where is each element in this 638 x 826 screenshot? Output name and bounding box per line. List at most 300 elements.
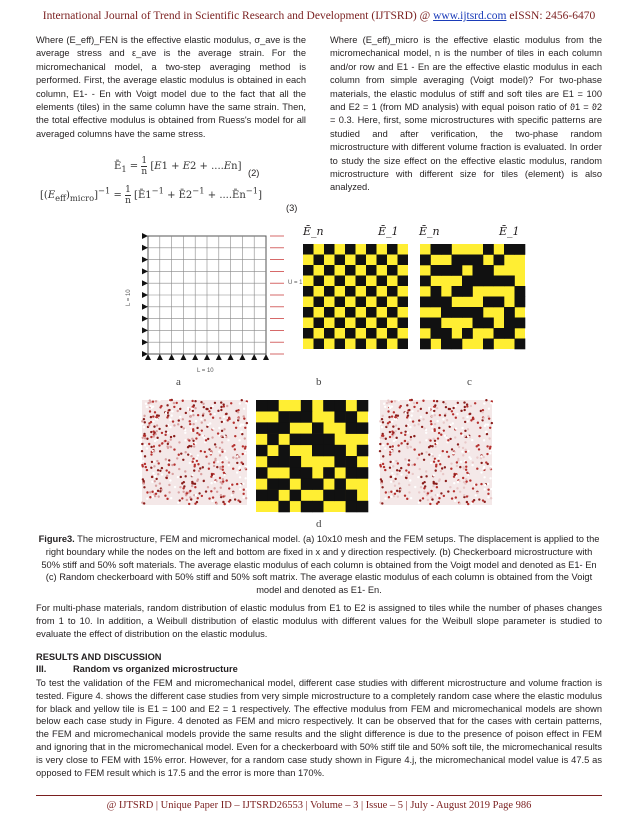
- black-tile: [290, 411, 302, 423]
- atom: [450, 468, 452, 470]
- atom: [241, 433, 243, 435]
- atom: [196, 432, 198, 434]
- atom: [431, 425, 433, 427]
- atom: [413, 463, 415, 465]
- atom: [236, 462, 238, 464]
- atom: [168, 459, 170, 461]
- black-tile: [504, 318, 515, 329]
- atom: [245, 402, 247, 404]
- atom: [210, 490, 212, 492]
- black-tile: [256, 467, 268, 479]
- atom: [462, 417, 464, 419]
- atom: [379, 443, 381, 445]
- caption-text: The microstructure, FEM and micromechanical model. (a) 10x10 mesh and the FEM setups. The displacement is applied to the right boundary while the nodes on the left and bottom are fixed in x and y direction respectively. (b) Checkerboard microstructure with 50% stiff and 50% soft materials. The average elastic modulus of each column is obtained from the Voigt model and denoted as E1- En (c) Random checkerboard with 50% stiff and 50% soft matrix. The average elastic modulus of each column is obtained from the Voigt model and denoted as E1- En.: [41, 534, 600, 596]
- black-tile: [431, 265, 442, 276]
- atom: [437, 501, 439, 503]
- black-tile: [314, 318, 325, 329]
- atom: [201, 421, 203, 423]
- black-tile: [420, 318, 431, 329]
- atom: [391, 400, 393, 402]
- atom: [442, 418, 444, 420]
- black-tile: [314, 339, 325, 350]
- journal-link[interactable]: www.ijtsrd.com: [433, 10, 507, 22]
- atom: [221, 421, 223, 423]
- atom: [400, 473, 402, 475]
- atom: [449, 424, 451, 426]
- atom: [207, 438, 209, 440]
- atom: [393, 411, 395, 413]
- fixed-support: [142, 339, 148, 345]
- atom: [158, 495, 160, 497]
- black-tile: [431, 244, 442, 255]
- atom: [216, 491, 218, 493]
- atom: [398, 482, 400, 484]
- atom: [430, 420, 432, 422]
- fixed-support: [142, 304, 148, 310]
- atom: [236, 471, 238, 473]
- atom: [404, 458, 406, 460]
- atom: [389, 446, 391, 448]
- atom: [438, 432, 440, 434]
- atom: [451, 497, 453, 499]
- atom: [397, 462, 399, 464]
- atom: [440, 433, 442, 435]
- atom: [217, 461, 219, 463]
- atom: [412, 420, 414, 422]
- black-tile: [452, 339, 463, 350]
- atom: [221, 461, 223, 463]
- atom: [179, 416, 181, 418]
- atom: [408, 459, 410, 461]
- fixed-support: [192, 354, 198, 360]
- atom: [423, 481, 425, 483]
- atom: [488, 408, 490, 410]
- atom: [389, 407, 391, 409]
- atom: [443, 495, 445, 497]
- atom: [469, 413, 471, 415]
- atom: [212, 496, 214, 498]
- atom: [231, 484, 233, 486]
- atom: [222, 403, 224, 405]
- atom: [167, 414, 169, 416]
- atom: [436, 494, 438, 496]
- atom: [486, 445, 488, 447]
- atom: [469, 479, 471, 481]
- black-tile: [267, 490, 279, 502]
- atom: [429, 503, 431, 505]
- atom: [409, 438, 411, 440]
- atom: [486, 453, 488, 455]
- atom: [239, 484, 241, 486]
- black-tile: [256, 400, 268, 412]
- atom: [480, 483, 482, 485]
- black-tile: [473, 255, 484, 266]
- atom: [406, 443, 408, 445]
- atom: [167, 432, 169, 434]
- atom: [439, 414, 441, 416]
- black-tile: [323, 445, 335, 457]
- atom: [489, 427, 491, 429]
- atom: [190, 445, 192, 447]
- atom: [164, 434, 166, 436]
- atom: [386, 402, 388, 404]
- atom: [228, 487, 230, 489]
- fixed-support: [251, 354, 257, 360]
- fixed-support: [169, 354, 175, 360]
- atom: [182, 459, 184, 461]
- atom: [244, 467, 246, 469]
- atom: [461, 427, 463, 429]
- atom: [455, 427, 457, 429]
- black-tile: [515, 297, 526, 308]
- atom: [177, 501, 179, 503]
- atom: [453, 490, 455, 492]
- atom: [156, 424, 158, 426]
- atom: [479, 427, 481, 429]
- atom: [462, 447, 464, 449]
- atom: [222, 480, 224, 482]
- atom: [195, 420, 197, 422]
- journal-issn: eISSN: 2456-6470: [506, 10, 596, 22]
- atom: [396, 490, 398, 492]
- atom: [392, 465, 394, 467]
- atom: [451, 410, 453, 412]
- fixed-support: [263, 354, 269, 360]
- atom: [182, 418, 184, 420]
- atom: [178, 468, 180, 470]
- atom: [170, 436, 172, 438]
- atom: [485, 399, 487, 401]
- atom: [394, 493, 396, 495]
- atom: [146, 447, 148, 449]
- figure-3: [110, 222, 530, 528]
- atom: [154, 480, 156, 482]
- atom: [168, 409, 170, 411]
- black-tile: [303, 328, 314, 339]
- atom: [186, 499, 188, 501]
- atom: [433, 400, 435, 402]
- atom: [457, 459, 459, 461]
- black-tile: [387, 265, 398, 276]
- black-tile: [420, 339, 431, 350]
- atom: [442, 450, 444, 452]
- atom: [388, 416, 390, 418]
- fixed-support: [204, 354, 210, 360]
- atom: [465, 478, 467, 480]
- black-tile: [366, 244, 377, 255]
- black-tile: [462, 255, 473, 266]
- black-tile: [494, 255, 505, 266]
- atom: [149, 399, 151, 401]
- atom: [144, 435, 146, 437]
- atom: [390, 476, 392, 478]
- black-tile: [256, 422, 268, 434]
- black-tile: [267, 478, 279, 490]
- atom: [463, 494, 465, 496]
- e1-label-c: Ē_1: [499, 225, 520, 238]
- atom: [153, 460, 155, 462]
- atom: [395, 430, 397, 432]
- atom: [454, 500, 456, 502]
- atom: [227, 502, 229, 504]
- atom: [243, 415, 245, 417]
- atom: [385, 491, 387, 493]
- atom: [202, 466, 204, 468]
- atom: [179, 408, 181, 410]
- atom: [153, 425, 155, 427]
- atom: [452, 422, 454, 424]
- black-tile: [357, 501, 369, 513]
- atom: [146, 438, 148, 440]
- black-tile: [420, 297, 431, 308]
- atom: [143, 415, 145, 417]
- atom: [155, 485, 157, 487]
- atom: [458, 446, 460, 448]
- atom: [176, 410, 178, 412]
- fixed-support: [142, 327, 148, 333]
- atom: [190, 425, 192, 427]
- atom: [436, 420, 438, 422]
- atom: [422, 497, 424, 499]
- atom: [143, 486, 145, 488]
- atom: [196, 480, 198, 482]
- fixed-support: [142, 292, 148, 298]
- atom: [240, 431, 242, 433]
- atom: [443, 429, 445, 431]
- atom: [182, 400, 184, 402]
- atom: [192, 410, 194, 412]
- atom: [223, 428, 225, 430]
- atom: [472, 487, 474, 489]
- atom: [219, 467, 221, 469]
- atom: [413, 424, 415, 426]
- atom: [146, 497, 148, 499]
- atom: [190, 412, 192, 414]
- black-tile: [452, 265, 463, 276]
- black-tile: [345, 328, 356, 339]
- atom: [396, 469, 398, 471]
- atom: [460, 410, 462, 412]
- atom: [170, 497, 172, 499]
- atom: [420, 476, 422, 478]
- atom: [466, 472, 468, 474]
- atom: [207, 486, 209, 488]
- atom: [426, 412, 428, 414]
- black-tile: [483, 276, 494, 287]
- black-tile: [494, 328, 505, 339]
- atom: [208, 462, 210, 464]
- atom: [410, 497, 412, 499]
- atom: [395, 437, 397, 439]
- atom: [419, 499, 421, 501]
- atom: [152, 400, 154, 402]
- atom: [223, 503, 225, 505]
- atom: [194, 464, 196, 466]
- atom: [417, 410, 419, 412]
- atom: [487, 483, 489, 485]
- atom: [244, 447, 246, 449]
- black-tile: [398, 276, 409, 287]
- atom: [391, 420, 393, 422]
- atom: [187, 453, 189, 455]
- atom: [241, 399, 243, 401]
- black-tile: [377, 255, 388, 266]
- atom: [246, 422, 248, 424]
- atom: [180, 476, 182, 478]
- atom: [168, 471, 170, 473]
- fixed-support: [142, 233, 148, 239]
- atom: [144, 437, 146, 439]
- atom: [394, 416, 396, 418]
- black-tile: [324, 286, 335, 297]
- atom: [444, 466, 446, 468]
- atom: [187, 407, 189, 409]
- atom: [174, 486, 176, 488]
- atom: [150, 416, 152, 418]
- atom: [178, 441, 180, 443]
- atom: [143, 426, 145, 428]
- atom: [430, 496, 432, 498]
- atom: [425, 470, 427, 472]
- atom: [418, 491, 420, 493]
- atom: [200, 401, 202, 403]
- atom: [143, 418, 145, 420]
- atom: [476, 468, 478, 470]
- atom: [394, 485, 396, 487]
- atom: [171, 414, 173, 416]
- atom: [238, 417, 240, 419]
- figure-label-c: c: [467, 376, 472, 388]
- atom: [445, 480, 447, 482]
- atom: [434, 440, 436, 442]
- atom: [225, 413, 227, 415]
- atom: [396, 473, 398, 475]
- atom: [450, 462, 452, 464]
- atom: [390, 481, 392, 483]
- atom: [148, 443, 150, 445]
- equation-2: $Ē_1$ = $\frac{1}{n}$ [E1 + E2 + ....En]: [114, 156, 242, 177]
- atom: [161, 432, 163, 434]
- atom: [238, 439, 240, 441]
- atom: [489, 447, 491, 449]
- atom: [164, 495, 166, 497]
- atom: [204, 419, 206, 421]
- atom: [152, 430, 154, 432]
- atom: [161, 442, 163, 444]
- atom: [453, 482, 455, 484]
- atom: [220, 494, 222, 496]
- black-tile: [267, 456, 279, 468]
- atom: [389, 436, 391, 438]
- atom: [463, 435, 465, 437]
- atom: [210, 482, 212, 484]
- atom: [433, 410, 435, 412]
- atom: [444, 403, 446, 405]
- atom: [223, 416, 225, 418]
- atom: [408, 471, 410, 473]
- atom: [436, 400, 438, 402]
- atom: [477, 422, 479, 424]
- atom: [437, 437, 439, 439]
- atom: [184, 470, 186, 472]
- atom: [142, 437, 144, 439]
- caption-figure-number: Figure3.: [38, 534, 75, 544]
- black-tile: [323, 467, 335, 479]
- atom: [155, 400, 157, 402]
- black-tile: [346, 490, 358, 502]
- atom: [221, 430, 223, 432]
- atom: [144, 444, 146, 446]
- atom: [220, 406, 222, 408]
- atom: [165, 430, 167, 432]
- atom: [405, 425, 407, 427]
- equation-2-number: (2): [248, 168, 260, 178]
- atom: [145, 466, 147, 468]
- atom: [393, 440, 395, 442]
- atom: [457, 402, 459, 404]
- atom: [208, 497, 210, 499]
- black-tile: [335, 318, 346, 329]
- atom: [382, 435, 384, 437]
- atom: [447, 490, 449, 492]
- atom: [454, 436, 456, 438]
- black-tile: [301, 434, 313, 446]
- atom: [244, 452, 246, 454]
- atom: [233, 444, 235, 446]
- atom: [158, 462, 160, 464]
- mesh-height-label: L = 10: [126, 289, 132, 306]
- atom: [465, 480, 467, 482]
- atom: [182, 491, 184, 493]
- atom: [454, 405, 456, 407]
- atom: [487, 496, 489, 498]
- black-tile: [324, 328, 335, 339]
- atom: [157, 490, 159, 492]
- atom: [430, 462, 432, 464]
- atom: [437, 460, 439, 462]
- atom: [449, 486, 451, 488]
- atom: [222, 465, 224, 467]
- black-tile: [324, 307, 335, 318]
- atom: [392, 475, 394, 477]
- atom: [231, 494, 233, 496]
- atom: [428, 446, 430, 448]
- black-tile: [452, 286, 463, 297]
- atom: [238, 456, 240, 458]
- atom: [400, 405, 402, 407]
- black-tile: [323, 400, 335, 412]
- atom: [196, 460, 198, 462]
- atom: [404, 430, 406, 432]
- atom: [487, 415, 489, 417]
- atom: [400, 432, 402, 434]
- atom: [156, 460, 158, 462]
- atom: [201, 429, 203, 431]
- atom: [482, 409, 484, 411]
- atom: [214, 481, 216, 483]
- atom: [438, 427, 440, 429]
- black-tile: [256, 490, 268, 502]
- atom: [184, 475, 186, 477]
- black-tile: [301, 467, 313, 479]
- fixed-support: [228, 354, 234, 360]
- atom: [409, 446, 411, 448]
- atom: [223, 472, 225, 474]
- atom: [381, 486, 383, 488]
- atom: [155, 478, 157, 480]
- atom: [198, 492, 200, 494]
- atom: [383, 466, 385, 468]
